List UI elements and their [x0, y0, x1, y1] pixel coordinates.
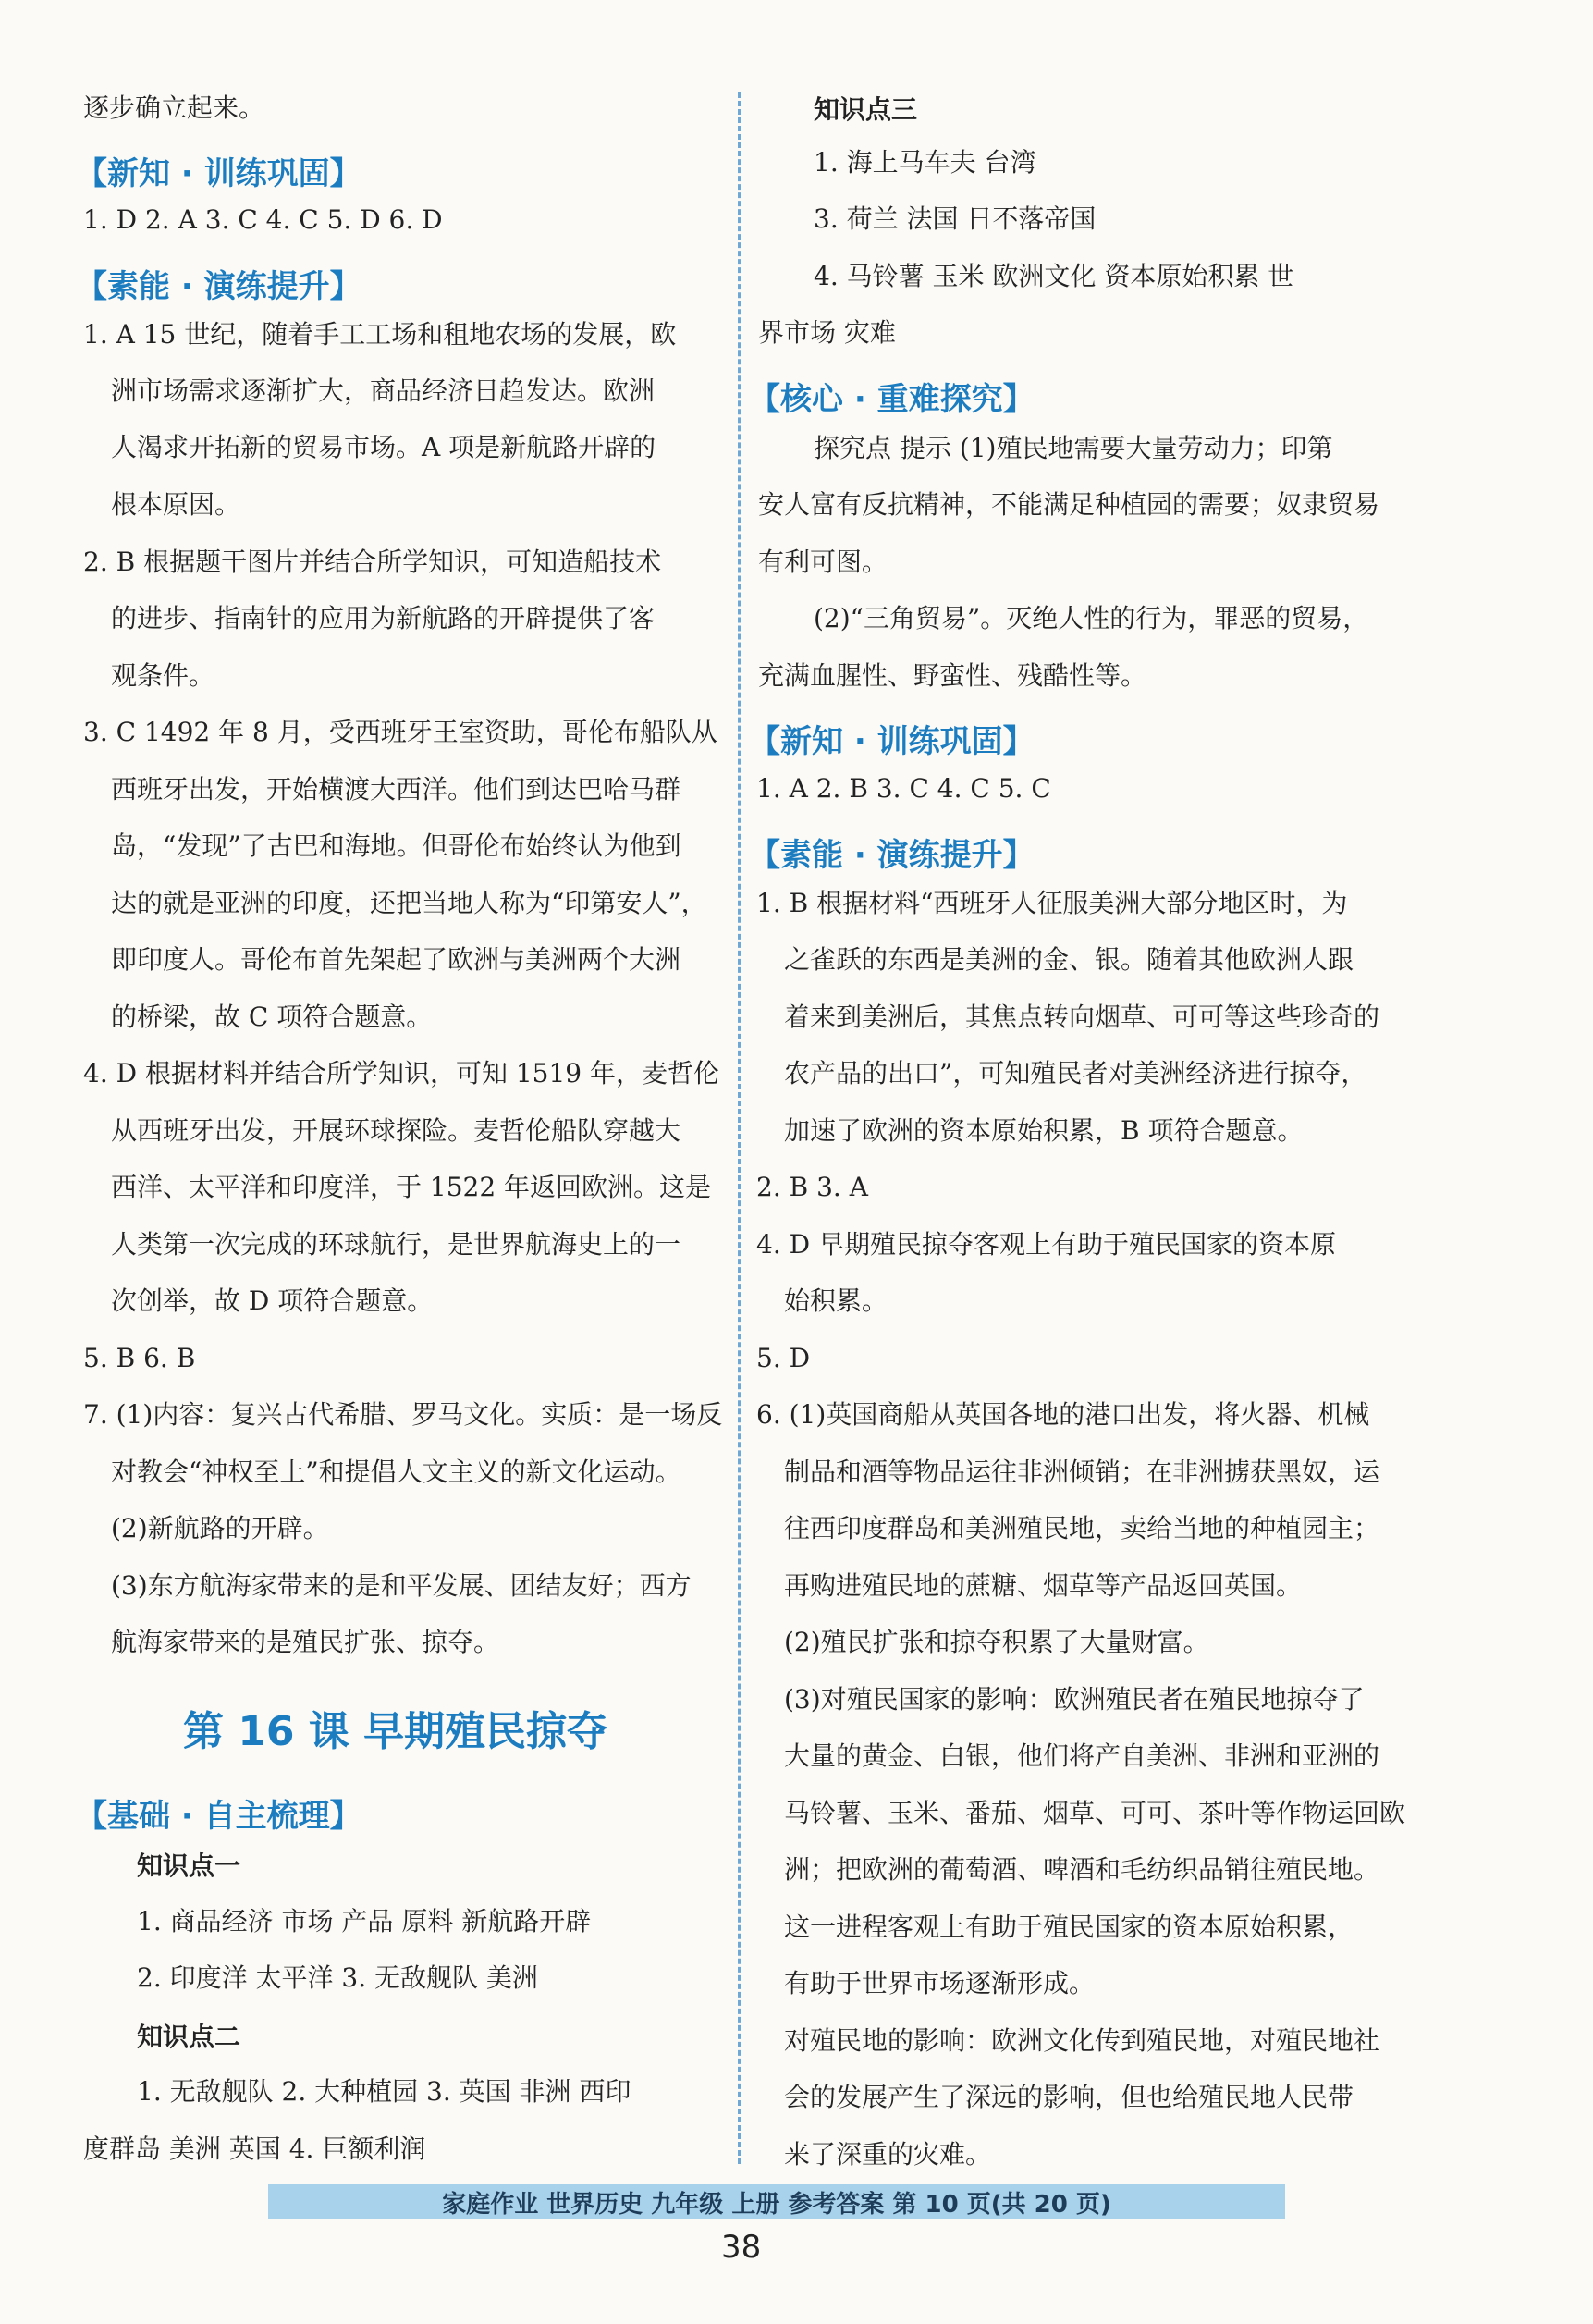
section-heading: 【素能 · 演练提升】	[749, 837, 1035, 874]
section-heading: 【核心 · 重难探究】	[749, 381, 1035, 418]
lesson-title: 第 16 课 早期殖民掠夺	[183, 1708, 608, 1755]
knowledge-point-label: 知识点二	[137, 2022, 241, 2052]
text-line: 人类第一次完成的环球航行，是世界航海史上的一	[111, 1229, 681, 1260]
text-line: 次创举，故 D 项符合题意。	[111, 1285, 434, 1316]
text-line: 有利可图。	[758, 547, 888, 577]
answer-line: 4. D 根据材料并结合所学知识，可知 1519 年，麦哲伦	[83, 1058, 720, 1088]
section-heading: 【新知 · 训练巩固】	[749, 723, 1035, 760]
text-line: 再购进殖民地的蔗糖、烟草等产品返回英国。	[784, 1570, 1303, 1601]
text-line: 充满血腥性、野蛮性、残酷性等。	[758, 660, 1147, 691]
text-line: 洲；把欧洲的葡萄酒、啤酒和毛纺织品销往殖民地。	[784, 1854, 1380, 1885]
answer-line: 5. D	[756, 1343, 811, 1373]
answer-line: 1. D 2. A 3. C 4. C 5. D 6. D	[83, 204, 443, 235]
text-line: 制品和酒等物品运往非洲倾销；在非洲掳获黑奴，运	[784, 1457, 1380, 1487]
page-footer: 家庭作业 世界历史 九年级 上册 参考答案 第 10 页(共 20 页)	[268, 2184, 1285, 2219]
text-line: 对教会“神权至上”和提倡人文主义的新文化运动。	[111, 1457, 681, 1487]
text-line: 之雀跃的东西是美洲的金、银。随着其他欧洲人跟	[784, 944, 1354, 975]
text-line: 农产品的出口”，可知殖民者对美洲经济进行掠夺，	[784, 1058, 1367, 1088]
answer-line: 1. A 15 世纪，随着手工工场和租地农场的发展，欧	[83, 319, 677, 350]
text-line: 探究点 提示 (1)殖民地需要大量劳动力；印第	[814, 433, 1333, 463]
text-line: 2. 印度洋 太平洋 3. 无敌舰队 美洲	[137, 1962, 538, 1993]
text-line: 来了深重的灾难。	[784, 2139, 992, 2170]
text-line: 观条件。	[111, 660, 215, 691]
answer-line: 4. D 早期殖民掠夺客观上有助于殖民国家的资本原	[756, 1229, 1336, 1260]
text-line: 会的发展产生了深远的影响，但也给殖民地人民带	[784, 2082, 1354, 2112]
text-line: 人渴求开拓新的贸易市场。A 项是新航路开辟的	[111, 432, 656, 462]
text-line: 大量的黄金、白银，他们将产自美洲、非洲和亚洲的	[784, 1740, 1380, 1771]
text-line: (3)对殖民国家的影响：欧洲殖民者在殖民地掠夺了	[784, 1684, 1365, 1715]
text-line: 3. 荷兰 法国 日不落帝国	[814, 203, 1097, 234]
text-line: 逐步确立起来。	[83, 92, 265, 123]
text-line: (3)东方航海家带来的是和平发展、团结友好；西方	[111, 1570, 692, 1601]
text-line: 西班牙出发，开始横渡大西洋。他们到达巴哈马群	[111, 774, 681, 805]
column-divider	[738, 92, 741, 2164]
text-line: (2)殖民扩张和掠夺积累了大量财富。	[784, 1627, 1209, 1657]
answer-line: 2. B 根据题干图片并结合所学知识，可知造船技术	[83, 547, 662, 577]
text-line: 始积累。	[784, 1285, 888, 1316]
knowledge-point-label: 知识点一	[137, 1851, 241, 1881]
section-heading: 【素能 · 演练提升】	[76, 268, 361, 305]
text-line: 1. 海上马车夫 台湾	[814, 147, 1036, 178]
answer-line: 7. (1)内容：复兴古代希腊、罗马文化。实质：是一场反	[83, 1399, 723, 1430]
answer-line: 6. (1)英国商船从英国各地的港口出发，将火器、机械	[756, 1399, 1370, 1430]
text-line: 对殖民地的影响：欧洲文化传到殖民地，对殖民地社	[784, 2025, 1380, 2056]
text-line: 即印度人。哥伦布首先架起了欧洲与美洲两个大洲	[111, 944, 681, 975]
text-line: 岛，“发现”了古巴和海地。但哥伦布始终认为他到	[111, 830, 681, 861]
text-line: (2)“三角贸易”。灭绝人性的行为，罪恶的贸易，	[814, 603, 1369, 633]
text-line: 马铃薯、玉米、番茄、烟草、可可、茶叶等作物运回欧	[784, 1798, 1406, 1828]
text-line: 着来到美洲后，其焦点转向烟草、可可等这些珍奇的	[784, 1002, 1380, 1032]
text-line: 安人富有反抗精神，不能满足种植园的需要；奴隶贸易	[758, 489, 1380, 520]
text-line: 西洋、太平洋和印度洋，于 1522 年返回欧洲。这是	[111, 1172, 712, 1202]
text-line: 从西班牙出发，开展环球探险。麦哲伦船队穿越大	[111, 1115, 681, 1146]
answer-line: 1. A 2. B 3. C 4. C 5. C	[756, 773, 1051, 804]
text-line: 度群岛 美洲 英国 4. 巨额利润	[83, 2133, 426, 2164]
text-line: 4. 马铃薯 玉米 欧洲文化 资本原始积累 世	[814, 261, 1294, 291]
answer-line: 3. C 1492 年 8 月，受西班牙王室资助，哥伦布船队从	[83, 717, 717, 747]
page-number: 38	[721, 2229, 762, 2266]
answer-line: 2. B 3. A	[756, 1172, 868, 1202]
answer-line: 5. B 6. B	[83, 1343, 196, 1373]
text-line: 有助于世界市场逐渐形成。	[784, 1968, 1096, 1998]
text-line: 往西印度群岛和美洲殖民地，卖给当地的种植园主；	[784, 1513, 1380, 1543]
text-line: 根本原因。	[111, 489, 241, 520]
text-line: 达的就是亚洲的印度，还把当地人称为“印第安人”，	[111, 888, 707, 918]
text-line: 这一进程客观上有助于殖民国家的资本原始积累，	[784, 1912, 1354, 1942]
text-line: 的进步、指南针的应用为新航路的开辟提供了客	[111, 603, 656, 633]
text-line: (2)新航路的开辟。	[111, 1513, 329, 1543]
knowledge-point-label: 知识点三	[814, 94, 918, 125]
text-line: 航海家带来的是殖民扩张、掠夺。	[111, 1627, 500, 1657]
answer-line: 1. B 根据材料“西班牙人征服美洲大部分地区时，为	[756, 888, 1348, 918]
section-heading: 【新知 · 训练巩固】	[76, 155, 361, 192]
text-line: 1. 商品经济 市场 产品 原料 新航路开辟	[137, 1906, 592, 1937]
text-line: 洲市场需求逐渐扩大，商品经济日趋发达。欧洲	[111, 375, 656, 406]
text-line: 加速了欧洲的资本原始积累，B 项符合题意。	[784, 1115, 1304, 1146]
section-heading: 【基础 · 自主梳理】	[76, 1798, 361, 1835]
text-line: 界市场 灾难	[758, 317, 896, 348]
text-line: 的桥梁，故 C 项符合题意。	[111, 1002, 433, 1032]
text-line: 1. 无敌舰队 2. 大种植园 3. 英国 非洲 西印	[137, 2076, 631, 2107]
